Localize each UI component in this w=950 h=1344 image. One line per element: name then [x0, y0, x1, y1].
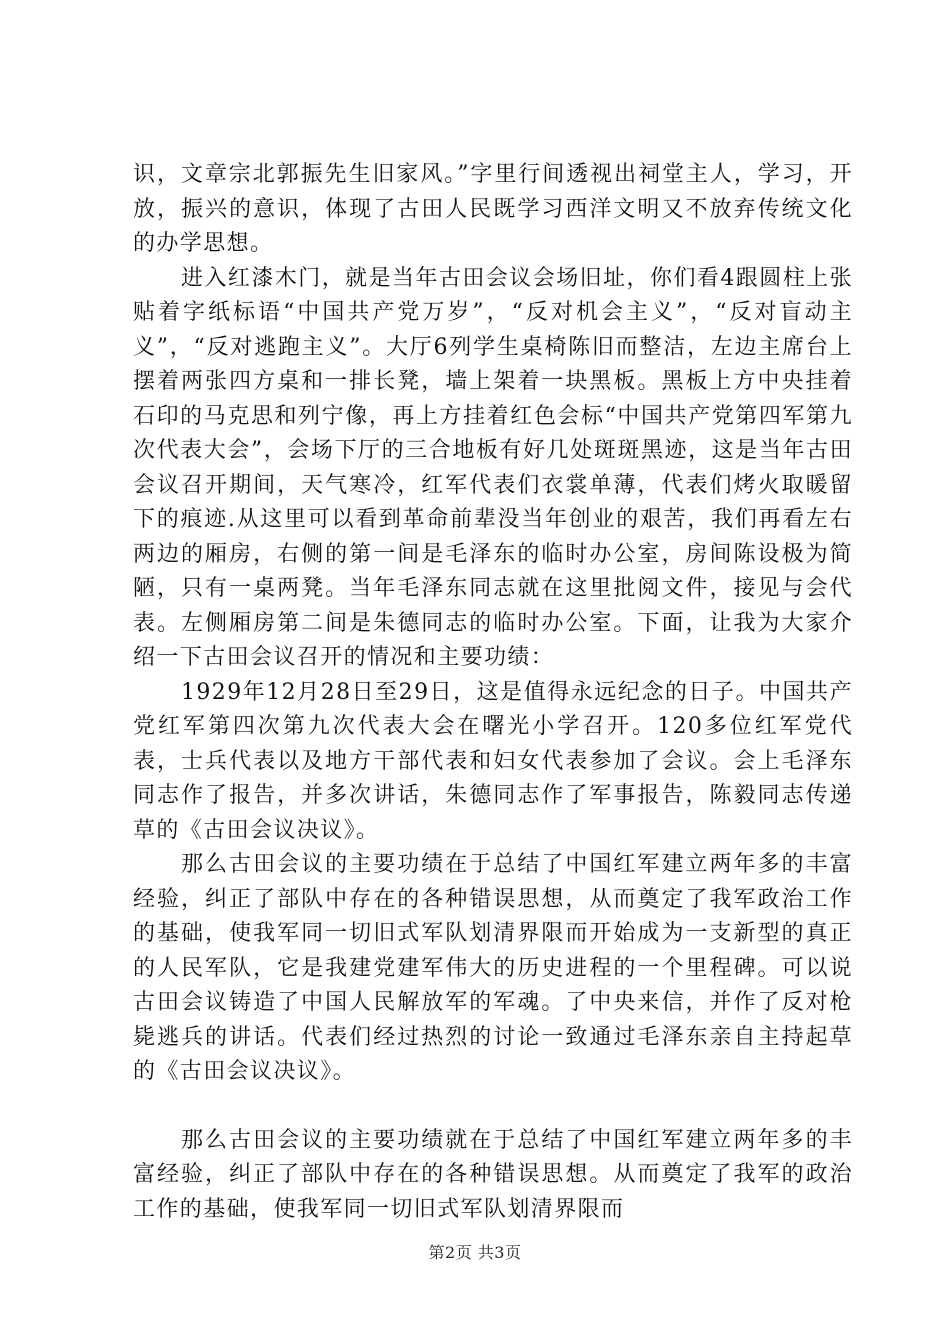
paragraph-achievements: 那么古田会议的主要功绩在于总结了中国红军建立两年多的丰富经验，纠正了部队中存在的各种错误思想，从而奠定了我军政治工作的基础，使我军同一切旧式军队划清界限而开始成为一支新型的真正的人民军队，它是我建党建军伟大的历史进程的一个里程碑。可以说古田会议铸造了中国人民解放军的军魂。了中央来信，并作了反对枪毙逃兵的讲话。代表们经过热烈的讨论一致通过毛泽东亲自主持起草的《古田会议决议》。	[133, 852, 853, 1084]
paragraph-continuation: 识，文章宗北郭振先生旧家风。”字里行间透视出祠堂主人，学习，开放，振兴的意识，体现了古田人民既学习西洋文明又不放弃传统文化的办学思想。	[133, 162, 853, 256]
paragraph-meeting-date: 1929年12月28日至29日，这是值得永远纪念的日子。中国共产党红军第四次第九次代表大会在曙光小学召开。120多位红军党代表，士兵代表以及地方干部代表和妇女代表参加了会议。会上毛泽东同志作了报告，并多次讲话，朱德同志作了军事报告，陈毅同志传递草的《古田会议决议》。	[133, 679, 853, 843]
paragraph-achievements-repeat: 那么古田会议的主要功绩就在于总结了中国红军建立两年多的丰富经验，纠正了部队中存在的各种错误思想。从而奠定了我军的政治工作的基础，使我军同一切旧式军队划清界限而	[133, 1127, 853, 1222]
document-body	[133, 158, 853, 1227]
paragraph-meeting-hall: 进入红漆木门，就是当年古田会议会场旧址，你们看4跟圆柱上张贴着字纸标语“中国共产党万岁”，“反对机会主义”，“反对盲动主义”，“反对逃跑主义”。大厅6列学生桌椅陈旧而整洁，左边主席台上摆着两张四方桌和一排长凳，墙上架着一块黑板。黑板上方中央挂着石印的马克思和列宁像，再上方挂着红色会标“中国共产党第四军第九次代表大会”，会场下厅的三合地板有好几处斑斑黑迹，这是当年古田会议召开期间，天气寒冷，红军代表们衣裳单薄，代表们烤火取暖留下的痕迹.从这里可以看到革命前辈没当年创业的艰苦，我们再看左右两边的厢房，右侧的第一间是毛泽东的临时办公室，房间陈设极为简陋，只有一桌两凳。当年毛泽东同志就在这里批阅文件，接见与会代表。左侧厢房第二间是朱德同志的临时办公室。下面，让我为大家介绍一下古田会议召开的情况和主要功绩：	[133, 265, 853, 670]
paragraph-gap	[133, 1090, 853, 1124]
page-number-footer: 第2页 共3页	[428, 1243, 522, 1262]
